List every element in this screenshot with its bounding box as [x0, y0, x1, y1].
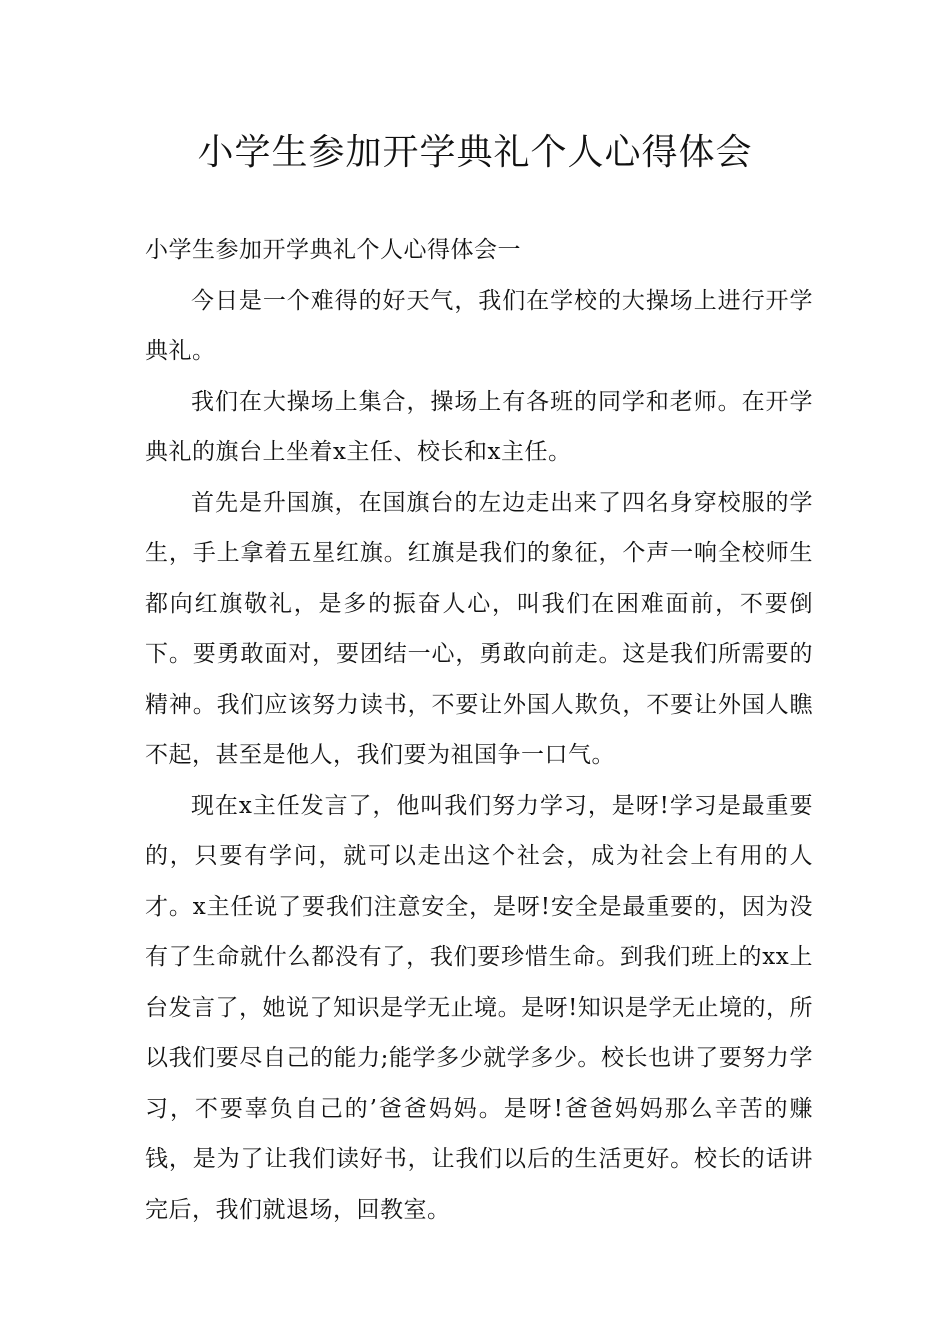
paragraph-2: 我们在大操场上集合，操场上有各班的同学和老师。在开学典礼的旗台上坐着x主任、校长和x主任。	[145, 388, 813, 465]
paragraph-4: 现在x主任发言了，他叫我们努力学习，是呀!学习是最重要的，只要有学问，就可以走出这个社会，成为社会上有用的人才。x主任说了要我们注意安全，是呀!安全是最重要的，因为没有了生命就什么都没有了，我们要珍惜生命。到我们班上的xx上台发言了，她说了知识是学无止境。是呀!知识是学无止境的，所以我们要尽自己的能力;能学多少就学多少。校长也讲了要努力学习，不要辜负自己的’爸爸妈妈。是呀!爸爸妈妈那么辛苦的赚钱，是为了让我们读好书，让我们以后的生活更好。校长的话讲完后，我们就退场，回教室。	[145, 792, 813, 1223]
paragraph-1: 今日是一个难得的好天气，我们在学校的大操场上进行开学典礼。	[145, 287, 813, 364]
document-body	[145, 225, 813, 1235]
paragraph-3: 首先是升国旗，在国旗台的左边走出来了四名身穿校服的学生，手上拿着五星红旗。红旗是我们的象征，个声一响全校师生都向红旗敬礼，是多的振奋人心，叫我们在困难面前，不要倒下。要勇敢面对，要团结一心，勇敢向前走。这是我们所需要的精神。我们应该努力读书，不要让外国人欺负，不要让外国人瞧不起，甚至是他人，我们要为祖国争一口气。	[145, 489, 813, 768]
page-title: 小学生参加开学典礼个人心得体会	[197, 132, 753, 173]
section-subtitle: 小学生参加开学典礼个人心得体会一	[145, 237, 521, 263]
